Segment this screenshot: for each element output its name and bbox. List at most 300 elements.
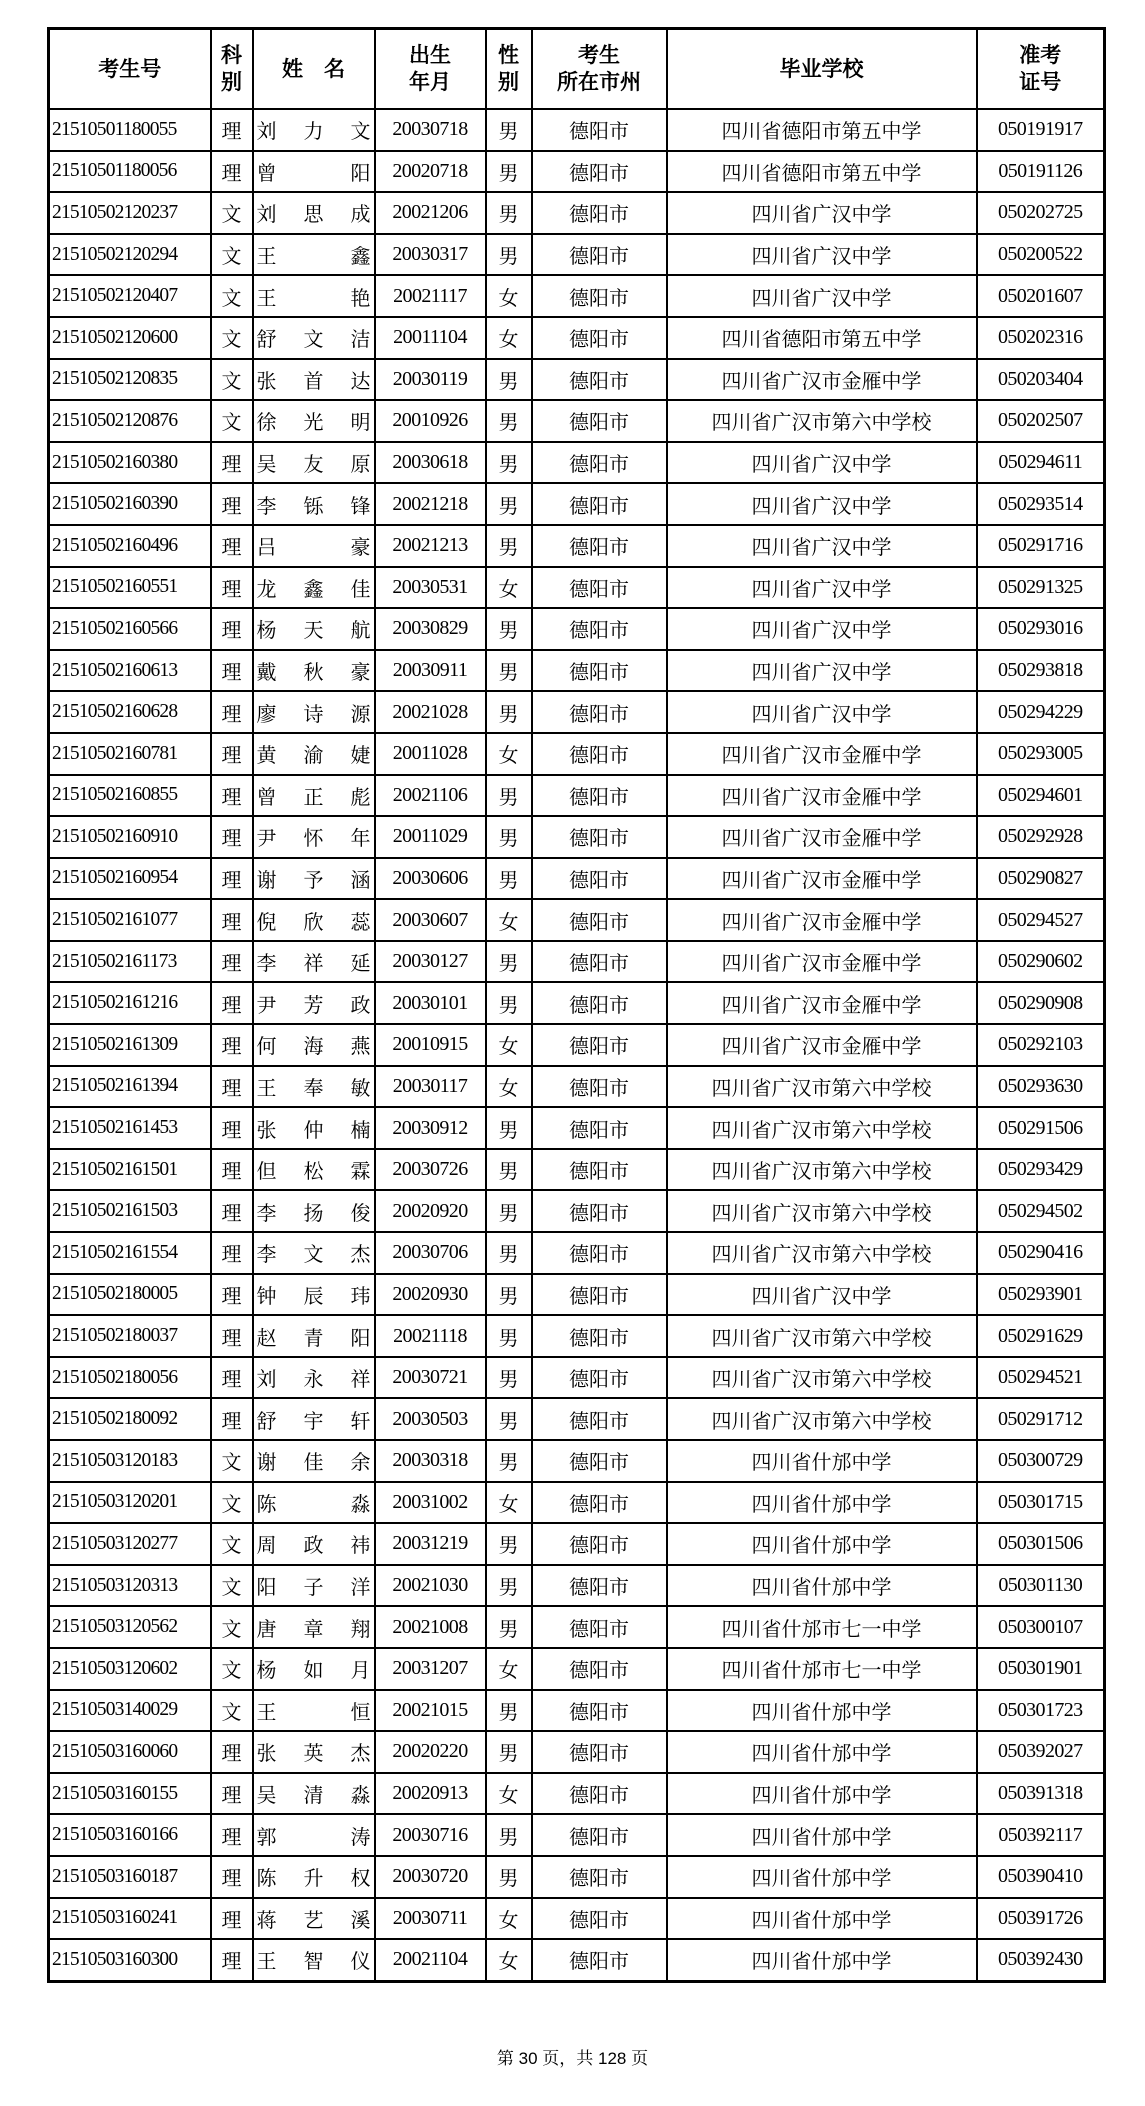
- cell-school: 四川省广汉市金雁中学: [667, 733, 977, 775]
- cell-exam-ticket: 050291629: [977, 1315, 1105, 1357]
- cell-city: 德阳市: [532, 733, 667, 775]
- cell-candidate-number: 21510502161503: [49, 1190, 211, 1232]
- cell-subject-type: 理: [211, 1315, 253, 1357]
- cell-birth-date: 20030912: [375, 1107, 486, 1149]
- cell-candidate-number: 21510503160166: [49, 1814, 211, 1856]
- cell-birth-date: 20021218: [375, 483, 486, 525]
- cell-gender: 男: [486, 858, 532, 900]
- cell-name: 王奉敏: [253, 1066, 375, 1108]
- cell-name: 舒文洁: [253, 317, 375, 359]
- header-candidate-number: 考生号: [49, 29, 211, 110]
- cell-exam-ticket: 050391318: [977, 1773, 1105, 1815]
- cell-candidate-number: 21510503160300: [49, 1939, 211, 1981]
- cell-city: 德阳市: [532, 1024, 667, 1066]
- cell-subject-type: 理: [211, 1898, 253, 1940]
- cell-exam-ticket: 050200522: [977, 234, 1105, 276]
- cell-subject-type: 理: [211, 608, 253, 650]
- cell-gender: 男: [486, 1814, 532, 1856]
- admission-list-table: [47, 27, 1106, 1983]
- cell-gender: 男: [486, 483, 532, 525]
- cell-exam-ticket: 050294521: [977, 1357, 1105, 1399]
- cell-name: 吕豪: [253, 525, 375, 567]
- cell-city: 德阳市: [532, 1773, 667, 1815]
- cell-city: 德阳市: [532, 1066, 667, 1108]
- cell-name: 陈淼: [253, 1482, 375, 1524]
- header-subject-type: 科 别: [211, 29, 253, 110]
- table-row: [49, 109, 1105, 151]
- cell-gender: 女: [486, 1898, 532, 1940]
- cell-exam-ticket: 050290416: [977, 1232, 1105, 1274]
- table-row: [49, 1606, 1105, 1648]
- cell-school: 四川省广汉市第六中学校: [667, 1357, 977, 1399]
- table-row: [49, 1731, 1105, 1773]
- cell-gender: 男: [486, 359, 532, 401]
- cell-name: 郭涛: [253, 1814, 375, 1856]
- cell-exam-ticket: 050301506: [977, 1523, 1105, 1565]
- cell-name: 龙鑫佳: [253, 567, 375, 609]
- cell-city: 德阳市: [532, 608, 667, 650]
- cell-candidate-number: 21510502120294: [49, 234, 211, 276]
- cell-exam-ticket: 050291506: [977, 1107, 1105, 1149]
- cell-exam-ticket: 050293429: [977, 1149, 1105, 1191]
- header-gender: 性 别: [486, 29, 532, 110]
- cell-exam-ticket: 050290602: [977, 941, 1105, 983]
- cell-gender: 男: [486, 525, 532, 567]
- cell-school: 四川省广汉中学: [667, 1274, 977, 1316]
- cell-school: 四川省什邡中学: [667, 1939, 977, 1981]
- cell-name: 戴秋豪: [253, 650, 375, 692]
- cell-subject-type: 文: [211, 192, 253, 234]
- cell-name: 尹怀年: [253, 816, 375, 858]
- cell-gender: 女: [486, 317, 532, 359]
- table-row: [49, 733, 1105, 775]
- cell-school: 四川省广汉市第六中学校: [667, 1190, 977, 1232]
- cell-city: 德阳市: [532, 1149, 667, 1191]
- cell-gender: 女: [486, 1024, 532, 1066]
- cell-gender: 男: [486, 1357, 532, 1399]
- cell-city: 德阳市: [532, 483, 667, 525]
- cell-subject-type: 文: [211, 234, 253, 276]
- cell-gender: 男: [486, 1690, 532, 1732]
- cell-city: 德阳市: [532, 1398, 667, 1440]
- cell-name: 周政祎: [253, 1523, 375, 1565]
- cell-school: 四川省什邡中学: [667, 1690, 977, 1732]
- table-row: [49, 775, 1105, 817]
- cell-school: 四川省什邡中学: [667, 1565, 977, 1607]
- cell-subject-type: 文: [211, 317, 253, 359]
- cell-birth-date: 20030127: [375, 941, 486, 983]
- table-row: [49, 1440, 1105, 1482]
- cell-exam-ticket: 050294601: [977, 775, 1105, 817]
- cell-name: 曾阳: [253, 151, 375, 193]
- cell-exam-ticket: 050391726: [977, 1898, 1105, 1940]
- cell-school: 四川省广汉中学: [667, 567, 977, 609]
- cell-name: 吴友原: [253, 442, 375, 484]
- cell-exam-ticket: 050292928: [977, 816, 1105, 858]
- cell-school: 四川省什邡中学: [667, 1898, 977, 1940]
- cell-candidate-number: 21510503160060: [49, 1731, 211, 1773]
- cell-city: 德阳市: [532, 1274, 667, 1316]
- table-row: [49, 1315, 1105, 1357]
- cell-gender: 男: [486, 1190, 532, 1232]
- cell-birth-date: 20020718: [375, 151, 486, 193]
- table-row: [49, 1232, 1105, 1274]
- cell-birth-date: 20030618: [375, 442, 486, 484]
- cell-subject-type: 文: [211, 1690, 253, 1732]
- cell-name: 王鑫: [253, 234, 375, 276]
- cell-candidate-number: 21510503120562: [49, 1606, 211, 1648]
- cell-subject-type: 理: [211, 1357, 253, 1399]
- table-row: [49, 525, 1105, 567]
- cell-exam-ticket: 050300729: [977, 1440, 1105, 1482]
- cell-name: 钟辰玮: [253, 1274, 375, 1316]
- cell-candidate-number: 21510502161309: [49, 1024, 211, 1066]
- cell-city: 德阳市: [532, 192, 667, 234]
- cell-school: 四川省广汉中学: [667, 192, 977, 234]
- cell-school: 四川省广汉市第六中学校: [667, 1398, 977, 1440]
- cell-school: 四川省什邡中学: [667, 1773, 977, 1815]
- cell-city: 德阳市: [532, 1565, 667, 1607]
- cell-exam-ticket: 050300107: [977, 1606, 1105, 1648]
- cell-exam-ticket: 050202507: [977, 400, 1105, 442]
- cell-city: 德阳市: [532, 234, 667, 276]
- table-row: [49, 650, 1105, 692]
- table-row: [49, 816, 1105, 858]
- cell-name: 黄渝婕: [253, 733, 375, 775]
- table-row: [49, 858, 1105, 900]
- cell-school: 四川省广汉中学: [667, 442, 977, 484]
- cell-subject-type: 文: [211, 1482, 253, 1524]
- table-header: [49, 29, 1105, 110]
- cell-subject-type: 理: [211, 567, 253, 609]
- cell-gender: 男: [486, 1315, 532, 1357]
- cell-candidate-number: 21510502180092: [49, 1398, 211, 1440]
- cell-gender: 男: [486, 941, 532, 983]
- table-row: [49, 1565, 1105, 1607]
- cell-school: 四川省什邡市七一中学: [667, 1648, 977, 1690]
- cell-name: 陈升权: [253, 1856, 375, 1898]
- cell-city: 德阳市: [532, 1440, 667, 1482]
- cell-subject-type: 理: [211, 1024, 253, 1066]
- cell-city: 德阳市: [532, 1939, 667, 1981]
- header-school: 毕业学校: [667, 29, 977, 110]
- cell-candidate-number: 21510502160380: [49, 442, 211, 484]
- cell-school: 四川省什邡市七一中学: [667, 1606, 977, 1648]
- cell-candidate-number: 21510502160628: [49, 691, 211, 733]
- cell-candidate-number: 21510502120237: [49, 192, 211, 234]
- cell-birth-date: 20030726: [375, 1149, 486, 1191]
- cell-exam-ticket: 050191917: [977, 109, 1105, 151]
- cell-birth-date: 20021028: [375, 691, 486, 733]
- table-row: [49, 359, 1105, 401]
- cell-subject-type: 理: [211, 1274, 253, 1316]
- cell-school: 四川省广汉市金雁中学: [667, 899, 977, 941]
- cell-school: 四川省广汉中学: [667, 483, 977, 525]
- cell-exam-ticket: 050294229: [977, 691, 1105, 733]
- cell-gender: 男: [486, 234, 532, 276]
- cell-birth-date: 20030503: [375, 1398, 486, 1440]
- cell-candidate-number: 21510501180055: [49, 109, 211, 151]
- cell-name: 徐光明: [253, 400, 375, 442]
- cell-name: 蒋艺溪: [253, 1898, 375, 1940]
- cell-birth-date: 20020913: [375, 1773, 486, 1815]
- cell-school: 四川省广汉市金雁中学: [667, 359, 977, 401]
- cell-school: 四川省广汉市第六中学校: [667, 1107, 977, 1149]
- cell-candidate-number: 21510503120277: [49, 1523, 211, 1565]
- cell-gender: 女: [486, 1482, 532, 1524]
- cell-school: 四川省广汉市第六中学校: [667, 1149, 977, 1191]
- cell-gender: 男: [486, 1731, 532, 1773]
- header-exam-ticket: 准考 证号: [977, 29, 1105, 110]
- cell-birth-date: 20030318: [375, 1440, 486, 1482]
- cell-candidate-number: 21510502120835: [49, 359, 211, 401]
- header-birth-date: 出生 年月: [375, 29, 486, 110]
- cell-subject-type: 理: [211, 1731, 253, 1773]
- cell-city: 德阳市: [532, 1648, 667, 1690]
- cell-city: 德阳市: [532, 1814, 667, 1856]
- cell-exam-ticket: 050301723: [977, 1690, 1105, 1732]
- cell-name: 张英杰: [253, 1731, 375, 1773]
- cell-subject-type: 理: [211, 1066, 253, 1108]
- table-row: [49, 317, 1105, 359]
- cell-gender: 女: [486, 567, 532, 609]
- cell-candidate-number: 21510502160954: [49, 858, 211, 900]
- cell-subject-type: 理: [211, 858, 253, 900]
- cell-exam-ticket: 050290827: [977, 858, 1105, 900]
- cell-name: 但松霖: [253, 1149, 375, 1191]
- cell-gender: 女: [486, 1939, 532, 1981]
- cell-candidate-number: 21510502160551: [49, 567, 211, 609]
- cell-candidate-number: 21510502180037: [49, 1315, 211, 1357]
- cell-candidate-number: 21510502161453: [49, 1107, 211, 1149]
- cell-subject-type: 文: [211, 359, 253, 401]
- cell-subject-type: 理: [211, 1107, 253, 1149]
- cell-gender: 男: [486, 192, 532, 234]
- cell-subject-type: 理: [211, 816, 253, 858]
- cell-subject-type: 理: [211, 1149, 253, 1191]
- cell-gender: 男: [486, 650, 532, 692]
- table-row: [49, 1190, 1105, 1232]
- cell-city: 德阳市: [532, 1107, 667, 1149]
- cell-name: 谢予涵: [253, 858, 375, 900]
- cell-city: 德阳市: [532, 400, 667, 442]
- cell-name: 刘力文: [253, 109, 375, 151]
- cell-city: 德阳市: [532, 317, 667, 359]
- cell-city: 德阳市: [532, 982, 667, 1024]
- cell-candidate-number: 21510503120201: [49, 1482, 211, 1524]
- cell-school: 四川省广汉中学: [667, 650, 977, 692]
- cell-subject-type: 理: [211, 650, 253, 692]
- cell-name: 刘思成: [253, 192, 375, 234]
- table-row: [49, 1939, 1105, 1981]
- cell-birth-date: 20030531: [375, 567, 486, 609]
- cell-school: 四川省广汉市金雁中学: [667, 941, 977, 983]
- cell-exam-ticket: 050294502: [977, 1190, 1105, 1232]
- cell-city: 德阳市: [532, 151, 667, 193]
- cell-birth-date: 20030721: [375, 1357, 486, 1399]
- cell-birth-date: 20010915: [375, 1024, 486, 1066]
- table-row: [49, 1898, 1105, 1940]
- cell-gender: 女: [486, 899, 532, 941]
- cell-exam-ticket: 050293630: [977, 1066, 1105, 1108]
- cell-city: 德阳市: [532, 442, 667, 484]
- cell-gender: 男: [486, 1398, 532, 1440]
- header-row: [49, 29, 1105, 110]
- cell-subject-type: 理: [211, 1856, 253, 1898]
- cell-school: 四川省什邡中学: [667, 1523, 977, 1565]
- cell-city: 德阳市: [532, 109, 667, 151]
- cell-school: 四川省广汉市金雁中学: [667, 816, 977, 858]
- table-row: [49, 275, 1105, 317]
- cell-city: 德阳市: [532, 525, 667, 567]
- cell-subject-type: 理: [211, 1398, 253, 1440]
- cell-city: 德阳市: [532, 567, 667, 609]
- cell-subject-type: 理: [211, 483, 253, 525]
- cell-school: 四川省广汉市金雁中学: [667, 982, 977, 1024]
- cell-candidate-number: 21510502120600: [49, 317, 211, 359]
- cell-birth-date: 20021213: [375, 525, 486, 567]
- cell-school: 四川省什邡中学: [667, 1731, 977, 1773]
- cell-gender: 男: [486, 1274, 532, 1316]
- cell-gender: 男: [486, 1565, 532, 1607]
- cell-gender: 女: [486, 1648, 532, 1690]
- cell-name: 赵青阳: [253, 1315, 375, 1357]
- cell-name: 李祥延: [253, 941, 375, 983]
- cell-birth-date: 20031219: [375, 1523, 486, 1565]
- cell-school: 四川省广汉中学: [667, 275, 977, 317]
- cell-birth-date: 20030716: [375, 1814, 486, 1856]
- cell-city: 德阳市: [532, 1898, 667, 1940]
- cell-birth-date: 20030706: [375, 1232, 486, 1274]
- cell-name: 杨如月: [253, 1648, 375, 1690]
- table-row: [49, 941, 1105, 983]
- cell-candidate-number: 21510502180005: [49, 1274, 211, 1316]
- cell-gender: 男: [486, 109, 532, 151]
- cell-birth-date: 20020220: [375, 1731, 486, 1773]
- cell-gender: 男: [486, 400, 532, 442]
- table-row: [49, 1066, 1105, 1108]
- cell-city: 德阳市: [532, 1232, 667, 1274]
- cell-city: 德阳市: [532, 858, 667, 900]
- cell-exam-ticket: 050293901: [977, 1274, 1105, 1316]
- cell-candidate-number: 21510503160155: [49, 1773, 211, 1815]
- cell-subject-type: 文: [211, 275, 253, 317]
- cell-subject-type: 理: [211, 775, 253, 817]
- cell-candidate-number: 21510502161077: [49, 899, 211, 941]
- cell-school: 四川省什邡中学: [667, 1440, 977, 1482]
- cell-exam-ticket: 050293005: [977, 733, 1105, 775]
- cell-name: 张仲楠: [253, 1107, 375, 1149]
- cell-exam-ticket: 050301715: [977, 1482, 1105, 1524]
- table-row: [49, 982, 1105, 1024]
- cell-name: 阳子洋: [253, 1565, 375, 1607]
- cell-exam-ticket: 050291712: [977, 1398, 1105, 1440]
- table-row: [49, 1024, 1105, 1066]
- table-row: [49, 1523, 1105, 1565]
- cell-subject-type: 文: [211, 1440, 253, 1482]
- cell-candidate-number: 21510502160613: [49, 650, 211, 692]
- cell-city: 德阳市: [532, 359, 667, 401]
- cell-subject-type: 文: [211, 1606, 253, 1648]
- cell-gender: 女: [486, 1773, 532, 1815]
- cell-gender: 女: [486, 733, 532, 775]
- table-row: [49, 1274, 1105, 1316]
- cell-school: 四川省广汉市第六中学校: [667, 1232, 977, 1274]
- cell-subject-type: 理: [211, 899, 253, 941]
- cell-gender: 男: [486, 151, 532, 193]
- table-row: [49, 483, 1105, 525]
- cell-school: 四川省广汉市第六中学校: [667, 400, 977, 442]
- cell-gender: 男: [486, 982, 532, 1024]
- cell-city: 德阳市: [532, 1190, 667, 1232]
- cell-subject-type: 文: [211, 1523, 253, 1565]
- cell-candidate-number: 21510503140029: [49, 1690, 211, 1732]
- cell-city: 德阳市: [532, 1357, 667, 1399]
- table-row: [49, 567, 1105, 609]
- cell-school: 四川省德阳市第五中学: [667, 151, 977, 193]
- table-row: [49, 1107, 1105, 1149]
- cell-exam-ticket: 050294527: [977, 899, 1105, 941]
- cell-name: 张首达: [253, 359, 375, 401]
- cell-school: 四川省广汉中学: [667, 608, 977, 650]
- cell-name: 杨天航: [253, 608, 375, 650]
- cell-birth-date: 20021106: [375, 775, 486, 817]
- cell-school: 四川省什邡中学: [667, 1856, 977, 1898]
- cell-candidate-number: 21510502161554: [49, 1232, 211, 1274]
- cell-school: 四川省德阳市第五中学: [667, 317, 977, 359]
- table-row: [49, 691, 1105, 733]
- cell-birth-date: 20011028: [375, 733, 486, 775]
- cell-school: 四川省什邡中学: [667, 1814, 977, 1856]
- cell-birth-date: 20021008: [375, 1606, 486, 1648]
- table-body: [49, 109, 1105, 1981]
- cell-birth-date: 20030606: [375, 858, 486, 900]
- cell-exam-ticket: 050191126: [977, 151, 1105, 193]
- cell-exam-ticket: 050291325: [977, 567, 1105, 609]
- cell-subject-type: 理: [211, 1939, 253, 1981]
- table-row: [49, 1149, 1105, 1191]
- page-footer: 第 30 页，共 128 页: [496, 2049, 649, 2068]
- cell-birth-date: 20031207: [375, 1648, 486, 1690]
- table-row: [49, 899, 1105, 941]
- cell-candidate-number: 21510502161216: [49, 982, 211, 1024]
- cell-subject-type: 理: [211, 442, 253, 484]
- cell-candidate-number: 21510502160566: [49, 608, 211, 650]
- table-row: [49, 1814, 1105, 1856]
- table-row: [49, 608, 1105, 650]
- cell-city: 德阳市: [532, 775, 667, 817]
- cell-subject-type: 理: [211, 525, 253, 567]
- cell-city: 德阳市: [532, 899, 667, 941]
- cell-subject-type: 理: [211, 733, 253, 775]
- cell-exam-ticket: 050203404: [977, 359, 1105, 401]
- cell-exam-ticket: 050293514: [977, 483, 1105, 525]
- cell-exam-ticket: 050291716: [977, 525, 1105, 567]
- cell-subject-type: 理: [211, 982, 253, 1024]
- cell-name: 倪欣蕊: [253, 899, 375, 941]
- cell-name: 王智仪: [253, 1939, 375, 1981]
- cell-birth-date: 20030718: [375, 109, 486, 151]
- cell-subject-type: 理: [211, 1814, 253, 1856]
- cell-birth-date: 20030711: [375, 1898, 486, 1940]
- cell-candidate-number: 21510503160241: [49, 1898, 211, 1940]
- cell-birth-date: 20010926: [375, 400, 486, 442]
- table-row: [49, 1690, 1105, 1732]
- cell-school: 四川省广汉中学: [667, 691, 977, 733]
- cell-gender: 男: [486, 1232, 532, 1274]
- cell-school: 四川省广汉中学: [667, 234, 977, 276]
- cell-city: 德阳市: [532, 1523, 667, 1565]
